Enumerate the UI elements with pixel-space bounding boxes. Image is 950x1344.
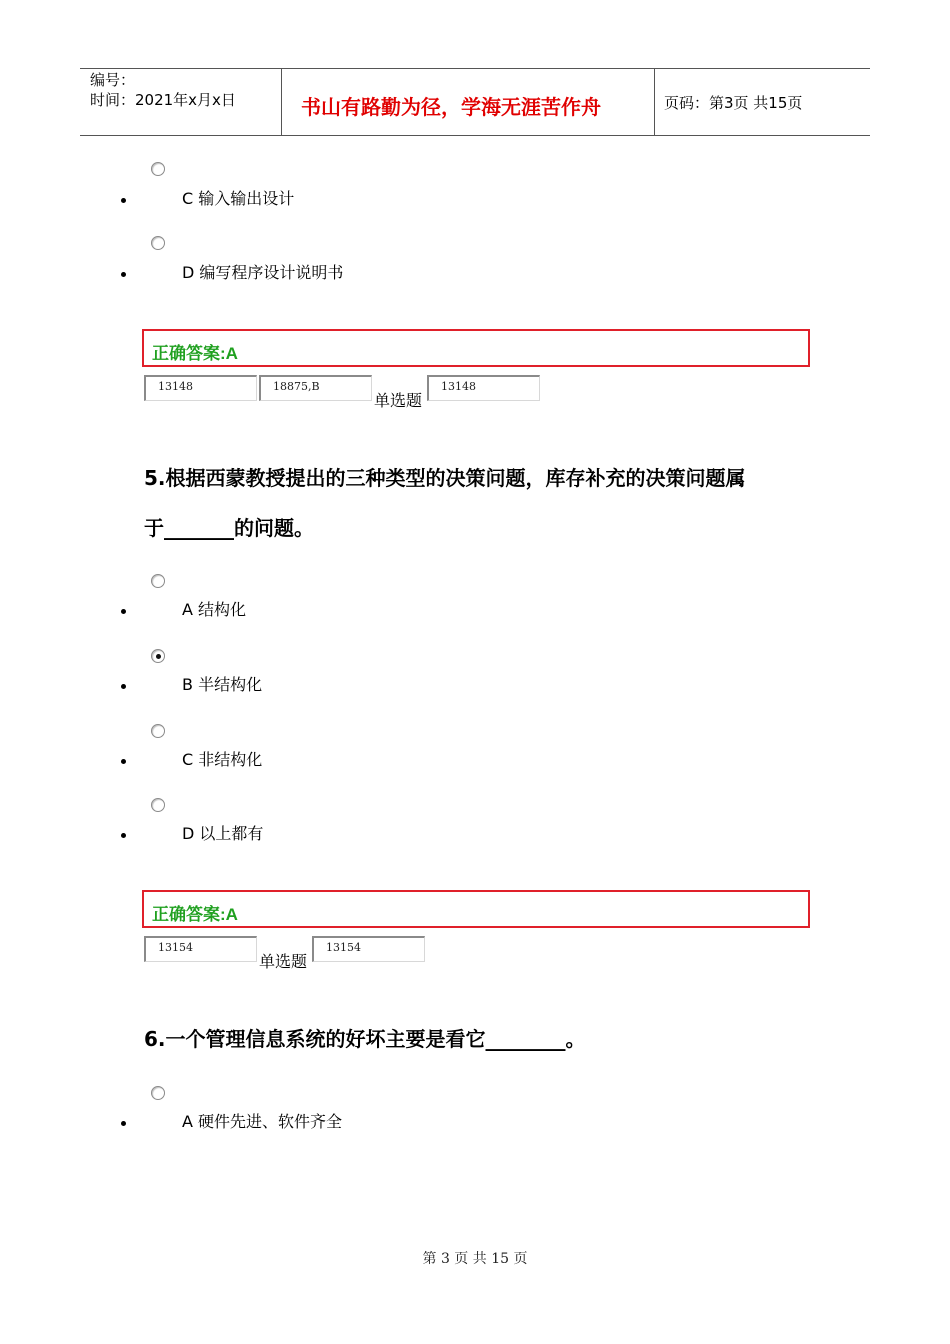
question-5-line-2: 于_______的问题。 [144, 516, 314, 540]
question-type-label: 单选题 [259, 952, 308, 971]
option-label-a: A 硬件先进、软件齐全 [182, 1112, 343, 1131]
bullet [121, 833, 126, 838]
header-divider [654, 68, 655, 136]
option-label-b: B 半结构化 [182, 675, 263, 694]
id-field[interactable]: 13148 [144, 375, 257, 401]
header-top-border [80, 68, 870, 69]
radio-option-c[interactable] [151, 724, 165, 738]
id-field[interactable]: 13154 [144, 936, 257, 962]
id-field[interactable]: 13148 [427, 375, 540, 401]
radio-option-d[interactable] [151, 236, 165, 250]
bullet [121, 759, 126, 764]
header-motto: 书山有路勤为径，学海无涯苦作舟 [301, 95, 601, 119]
question-5-line-1: 5.根据西蒙教授提出的三种类型的决策问题，库存补充的决策问题属 [144, 466, 746, 490]
bullet [121, 1121, 126, 1126]
radio-option-c[interactable] [151, 162, 165, 176]
doc-number-label: 编号： [90, 71, 136, 89]
bullet [121, 198, 126, 203]
option-label-d: D 编写程序设计说明书 [182, 263, 344, 282]
option-label-c: C 输入输出设计 [182, 189, 295, 208]
radio-option-a[interactable] [151, 1086, 165, 1100]
correct-answer-text: 正确答案:A [152, 905, 238, 924]
option-label-c: C 非结构化 [182, 750, 263, 769]
id-field[interactable]: 13154 [312, 936, 425, 962]
option-label-d: D 以上都有 [182, 824, 264, 843]
doc-time-label: 时间：2021年x月x日 [90, 91, 236, 109]
question-6-line-1: 6.一个管理信息系统的好坏主要是看它________。 [144, 1027, 586, 1051]
page-footer: 第 3 页 共 15 页 [422, 1251, 528, 1267]
correct-answer-box [142, 890, 810, 928]
radio-option-d[interactable] [151, 798, 165, 812]
header-divider [281, 68, 282, 136]
bullet [121, 609, 126, 614]
correct-answer-text: 正确答案:A [152, 344, 238, 363]
page-indicator: 页码：第3页 共15页 [664, 94, 803, 112]
option-label-a: A 结构化 [182, 600, 247, 619]
bullet [121, 684, 126, 689]
radio-option-b[interactable] [151, 649, 165, 663]
radio-option-a[interactable] [151, 574, 165, 588]
correct-answer-box [142, 329, 810, 367]
question-type-label: 单选题 [374, 391, 423, 410]
score-field[interactable]: 18875,B [259, 375, 372, 401]
header-bottom-border [80, 135, 870, 136]
bullet [121, 272, 126, 277]
